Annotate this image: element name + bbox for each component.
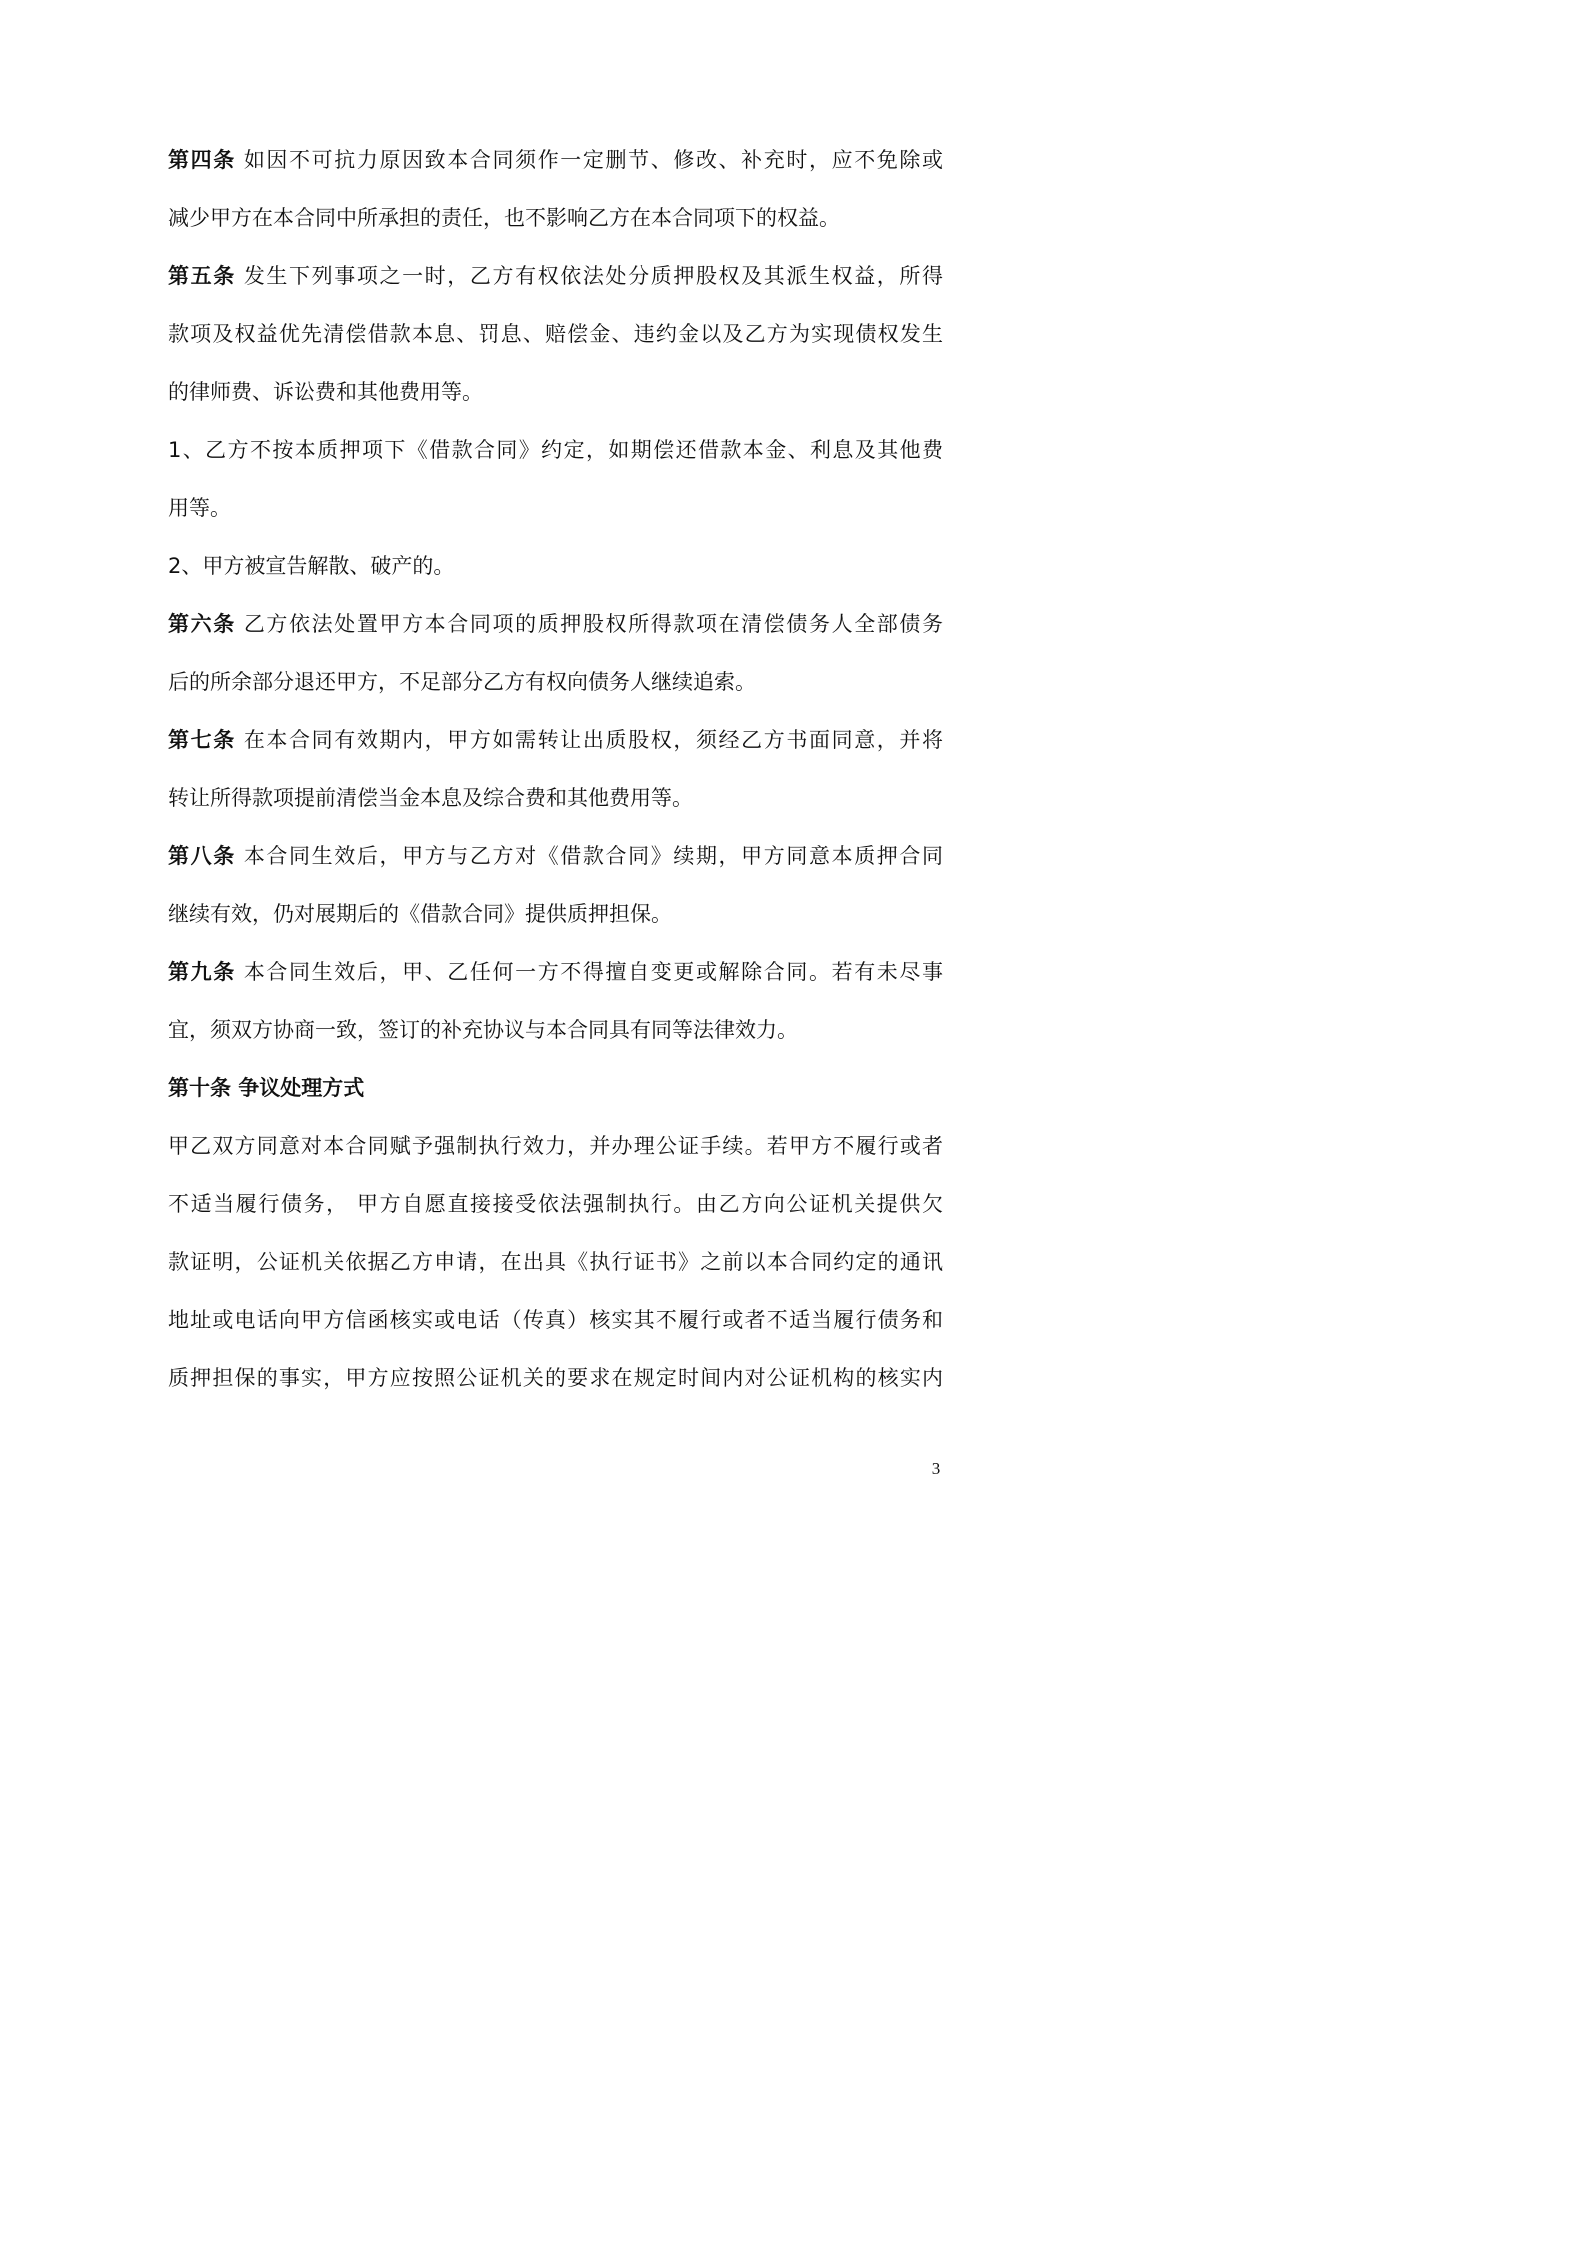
paragraph-line [168,436,943,464]
article-heading: 第六条 [168,612,236,636]
line-text: 在本合同有效期内，甲方如需转让出质股权，须经乙方书面同意，并将 [243,728,944,752]
line-text: 甲乙双方同意对本合同赋予强制执行效力，并办理公证手续。若甲方不履行或者 [168,1134,943,1158]
article-heading: 第四条 [168,148,236,172]
page-number: 3 [931,1459,941,1478]
article-heading: 第五条 [168,264,236,288]
line-text: 本合同生效后，甲方与乙方对《借款合同》续期，甲方同意本质押合同 [243,844,944,868]
paragraph-line [168,610,943,638]
article-heading: 第七条 [168,728,236,752]
line-text: 1、乙方不按本质押项下《借款合同》约定，如期偿还借款本金、利息及其他费 [168,438,943,462]
line-text: 2、甲方被宣告解散、破产的。 [168,554,455,578]
paragraph-line [168,784,943,812]
line-text: 用等。 [168,496,231,520]
paragraph-line [168,262,943,290]
paragraph-line [168,378,943,406]
line-text: 本合同生效后，甲、乙任何一方不得擅自变更或解除合同。若有未尽事 [243,960,944,984]
paragraph-line [168,494,943,522]
line-text: 的律师费、诉讼费和其他费用等。 [168,380,483,404]
paragraph-line [168,958,943,986]
line-text: 款项及权益优先清偿借款本息、罚息、赔偿金、违约金以及乙方为实现债权发生 [168,322,943,346]
paragraph-line [168,1364,943,1392]
line-text: 减少甲方在本合同中所承担的责任，也不影响乙方在本合同项下的权益。 [168,206,840,230]
paragraph-line [168,900,943,928]
paragraph-line [168,1132,943,1160]
line-text: 发生下列事项之一时，乙方有权依法处分质押股权及其派生权益，所得 [243,264,944,288]
line-text: 宜，须双方协商一致，签订的补充协议与本合同具有同等法律效力。 [168,1018,798,1042]
line-text: 质押担保的事实，甲方应按照公证机关的要求在规定时间内对公证机构的核实内 [168,1366,943,1390]
paragraph-line [168,1248,943,1276]
paragraph-line [168,842,943,870]
line-text: 后的所余部分退还甲方，不足部分乙方有权向债务人继续追索。 [168,670,756,694]
line-text: 如因不可抗力原因致本合同须作一定删节、修改、补充时，应不免除或 [243,148,944,172]
line-text: 乙方依法处置甲方本合同项的质押股权所得款项在清偿债务人全部债务 [243,612,944,636]
article-heading: 第九条 [168,960,236,984]
line-text: 继续有效，仍对展期后的《借款合同》提供质押担保。 [168,902,672,926]
article-heading: 第十条 争议处理方式 [168,1076,365,1100]
paragraph-line [168,668,943,696]
paragraph-line [168,726,943,754]
article-heading: 第八条 [168,844,236,868]
paragraph-line [168,1016,943,1044]
paragraph-line [168,320,943,348]
paragraph-line [168,1306,943,1334]
paragraph-line [168,552,943,580]
line-text: 款证明，公证机关依据乙方申请，在出具《执行证书》之前以本合同约定的通讯 [168,1250,943,1274]
section-heading-line [168,1074,943,1102]
paragraph-line [168,1190,943,1218]
paragraph-line [168,204,943,232]
line-text: 不适当履行债务， 甲方自愿直接接受依法强制执行。由乙方向公证机关提供欠 [168,1192,943,1216]
line-text: 地址或电话向甲方信函核实或电话（传真）核实其不履行或者不适当履行债务和 [168,1308,943,1332]
paragraph-line [168,146,943,174]
line-text: 转让所得款项提前清偿当金本息及综合费和其他费用等。 [168,786,693,810]
